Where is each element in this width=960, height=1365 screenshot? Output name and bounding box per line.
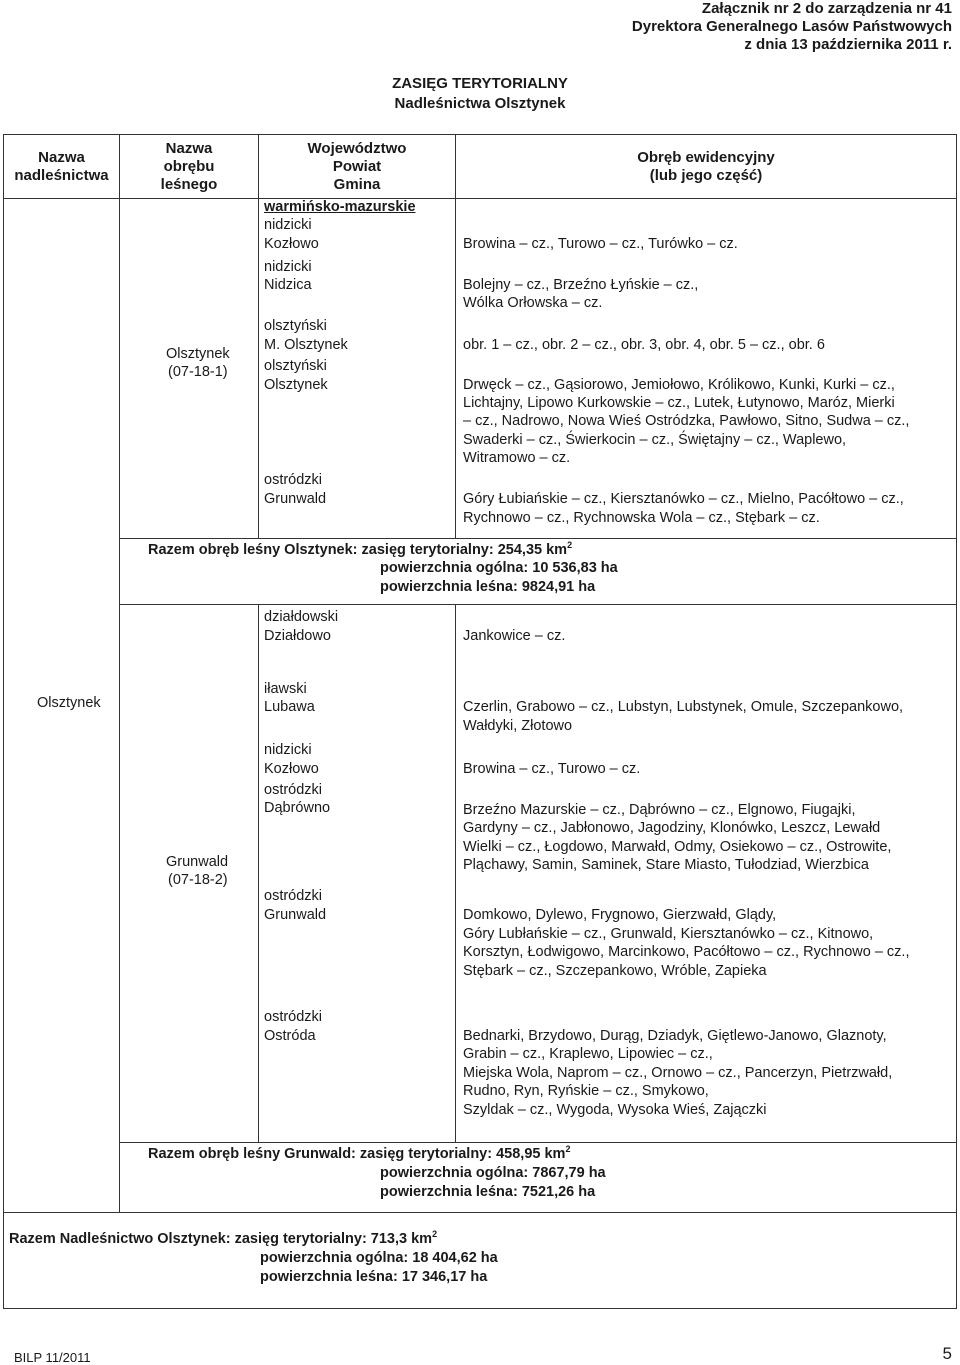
- obreby-line: Pląchawy, Samin, Saminek, Stare Miasto, Tułodziad, Wierzbica: [463, 857, 869, 873]
- col-header-obreb-ewidencyjny: Obręb ewidencyjny (lub jego część): [456, 135, 957, 199]
- powiat-label: olsztyński: [264, 318, 327, 334]
- powiat-label: działdowski: [264, 609, 339, 625]
- obreby-line: Korsztyn, Łodwigowo, Marcinkowo, Pacółtowo – cz., Rychnowo – cz.,: [463, 944, 910, 960]
- obreby-line: Lichtajny, Lipowo Kurkowskie – cz., Lutek, Łutynowo, Maróz, Mierki: [463, 395, 895, 411]
- col-header-obreb-lesny: Nazwa obrębu leśnego: [120, 135, 259, 199]
- total-line-2: powierzchnia ogólna: 18 404,62 ha: [260, 1250, 498, 1266]
- powiat-label: ostródzki: [264, 1009, 323, 1025]
- obreby-line: Swaderki – cz., Świerkocin – cz., Świętajny – cz., Waplewo,: [463, 432, 847, 448]
- summary-1-line-2: powierzchnia ogólna: 10 536,83 ha: [380, 560, 618, 576]
- header-line-2: Dyrektora Generalnego Lasów Państwowych: [631, 18, 952, 35]
- obreby-line: – cz., Nadrowo, Nowa Wieś Ostródzka, Pawłowo, Sitno, Sudwa – cz.,: [463, 413, 910, 429]
- document-header: [532, 0, 952, 54]
- obreby-line: Gardyny – cz., Jabłonowo, Jagodziny, Klonówko, Leszcz, Lewałd: [463, 820, 881, 836]
- gmina-label: Ostróda: [264, 1028, 316, 1044]
- header-line-1: Załącznik nr 2 do zarządzenia nr 41: [701, 0, 952, 17]
- summary-2-line-2: powierzchnia ogólna: 7867,79 ha: [380, 1165, 606, 1181]
- summary-1-line-1: Razem obręb leśny Olsztynek: zasięg terytorialny: 254,35 $km^2$: [148, 540, 573, 558]
- title-line-2: Nadleśnictwa Olsztynek: [394, 95, 566, 112]
- obreby-line: Drwęck – cz., Gąsiorowo, Jemiołowo, Królikowo, Kunki, Kurki – cz.,: [463, 377, 895, 393]
- title-line-1: ZASIĘG TERYTORIALNY: [392, 75, 568, 92]
- obreby-line: Bednarki, Brzydowo, Durąg, Dziadyk, Giętlewo-Janowo, Glaznoty,: [463, 1028, 887, 1044]
- obreb-1-code: (07-18-1): [168, 364, 228, 380]
- powiat-label: nidzicki: [264, 742, 312, 758]
- total-line-3: powierzchnia leśna: 17 346,17 ha: [260, 1269, 488, 1285]
- obreby-line: Bolejny – cz., Brzeźno Łyńskie – cz.,: [463, 277, 699, 293]
- obreby-line: Góry Łubiańskie – cz., Kiersztanówko – cz., Mielno, Pacółtowo – cz.,: [463, 491, 904, 507]
- summary-2-line-1: Razem obręb leśny Grunwald: zasięg terytorialny: 458,95 $km^2$: [148, 1144, 571, 1162]
- obreby-line: Stębark – cz., Szczepankowo, Wróble, Zapieka: [463, 963, 767, 979]
- col-header-nadlesnictwo: Nazwa nadleśnictwa: [4, 135, 120, 199]
- obreby-line: Miejska Wola, Naprom – cz., Ornowo – cz., Pancerzyn, Pietrzwałd,: [463, 1065, 893, 1081]
- obreb-2-code: (07-18-2): [168, 872, 228, 888]
- summary-2-line-3: powierzchnia leśna: 7521,26 ha: [380, 1184, 596, 1200]
- total-line-1: Razem Nadleśnictwo Olsztynek: zasięg terytorialny: 713,3 $km^2$: [9, 1229, 438, 1247]
- obreby-line: Rudno, Ryn, Ryńskie – cz., Smykowo,: [463, 1083, 709, 1099]
- col-header-wojewodztwo: Województwo Powiat Gmina: [259, 135, 456, 199]
- page-number: 5: [942, 1344, 952, 1363]
- nadlesnictwo-name: Olsztynek: [37, 695, 101, 711]
- gmina-label: Olsztynek: [264, 377, 328, 393]
- gmina-label: M. Olsztynek: [264, 337, 348, 353]
- gmina-label: Grunwald: [264, 491, 327, 507]
- powiat-label: nidzicki: [264, 217, 312, 233]
- obreby-line: Wielki – cz., Łogdowo, Marwałd, Odmy, Osiekowo – cz., Ostrowite,: [463, 839, 892, 855]
- obreby-line: Rychnowo – cz., Rychnowska Wola – cz., Stębark – cz.: [463, 510, 820, 526]
- powiat-label: ostródzki: [264, 782, 323, 798]
- footer-publication: BILP 11/2011: [14, 1350, 91, 1365]
- powiat-label: ostródzki: [264, 472, 323, 488]
- gmina-label: Lubawa: [264, 699, 315, 715]
- gmina-label: Kozłowo: [264, 236, 319, 252]
- obreby-line: Wałdyki, Złotowo: [463, 718, 573, 734]
- gmina-label: Kozłowo: [264, 761, 319, 777]
- obreby-line: Brzeźno Mazurskie – cz., Dąbrówno – cz., Elgnowo, Fiugajki,: [463, 802, 856, 818]
- obreby-line: Witramowo – cz.: [463, 450, 571, 466]
- powiat-label: iławski: [264, 681, 307, 697]
- powiat-label: ostródzki: [264, 888, 323, 904]
- obreby-line: Czerlin, Grabowo – cz., Lubstyn, Lubstynek, Omule, Szczepankowo,: [463, 699, 904, 715]
- obreby-line: Browina – cz., Turowo – cz., Turówko – cz.: [463, 236, 738, 252]
- gmina-label: Nidzica: [264, 277, 312, 293]
- obreb-1-name: Olsztynek: [166, 346, 230, 362]
- obreby-line: Domkowo, Dylewo, Frygnowo, Gierzwałd, Glądy,: [463, 907, 777, 923]
- summary-1-line-3: powierzchnia leśna: 9824,91 ha: [380, 579, 596, 595]
- powiat-label: olsztyński: [264, 358, 327, 374]
- obreby-line: Jankowice – cz.: [463, 628, 566, 644]
- document-title: [0, 74, 960, 114]
- obreby-line: Góry Lubłańskie – cz., Grunwald, Kiersztanówko – cz., Kitnowo,: [463, 926, 874, 942]
- obreby-line: Grabin – cz., Kraplewo, Lipowiec – cz.,: [463, 1046, 713, 1062]
- voivodeship-name: warmińsko-mazurskie: [264, 199, 416, 215]
- obreby-line: Szyldak – cz., Wygoda, Wysoka Wieś, Zajączki: [463, 1102, 767, 1118]
- gmina-label: Grunwald: [264, 907, 327, 923]
- obreby-line: obr. 1 – cz., obr. 2 – cz., obr. 3, obr. 4, obr. 5 – cz., obr. 6: [463, 337, 825, 353]
- gmina-label: Dąbrówno: [264, 800, 331, 816]
- obreb-2-name: Grunwald: [166, 854, 229, 870]
- powiat-label: nidzicki: [264, 259, 312, 275]
- header-line-3: z dnia 13 października 2011 r.: [744, 36, 952, 53]
- obreby-line: Wólka Orłowska – cz.: [463, 295, 603, 311]
- gmina-label: Działdowo: [264, 628, 331, 644]
- obreby-line: Browina – cz., Turowo – cz.: [463, 761, 641, 777]
